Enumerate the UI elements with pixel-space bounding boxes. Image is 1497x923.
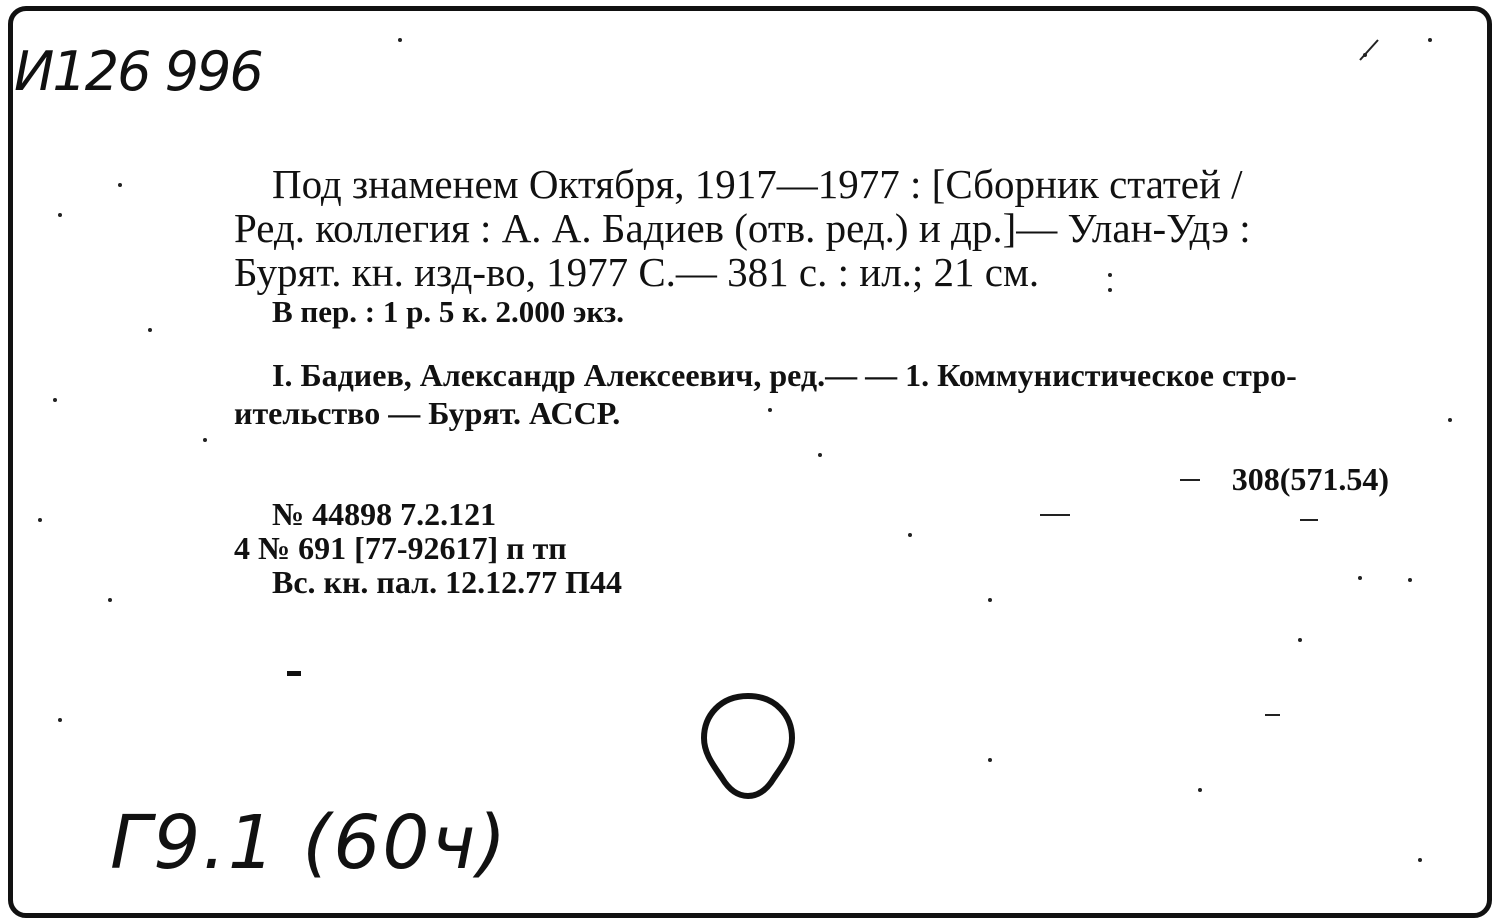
handwritten-shelf-mark: И126 996 (14, 40, 262, 103)
registration-line-2: 4 № 691 [77-92617] п тп (234, 530, 567, 566)
punch-hole (700, 692, 796, 802)
classification-code: 308(571.54) (1231, 461, 1389, 497)
registration-line-1: № 44898 7.2.121 (272, 496, 497, 532)
added-entries-line-2: ительство — Бурят. АССР. (234, 395, 621, 431)
title-line-2: Ред. коллегия : А. А. Бадиев (отв. ред.) и др.]— Улан-Удэ : (234, 205, 1251, 251)
title-line-1: Под знаменем Октября, 1917—1977 : [Сборник статей / (272, 161, 1243, 207)
price-line: В пер. : 1 р. 5 к. 2.000 экз. (272, 294, 625, 329)
handwritten-classification: Г9.1 (60ч) (110, 800, 509, 886)
registration-line-3: Вс. кн. пал. 12.12.77 П44 (272, 564, 622, 600)
print-dash (287, 671, 301, 676)
added-entries-line-1: I. Бадиев, Александр Алексеевич, ред.— — 1. Коммунистическое стро- (272, 357, 1297, 393)
title-line-3: Бурят. кн. изд-во, 1977 С.— 381 с. : ил.; 21 см. (234, 249, 1040, 295)
